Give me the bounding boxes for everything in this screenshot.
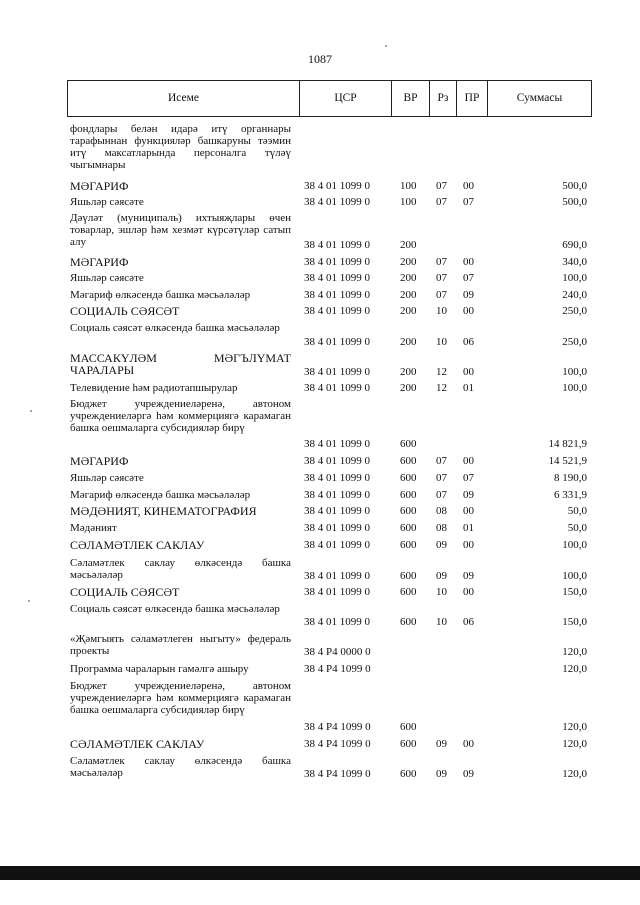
row-name: СӘЛАМӘТЛЕК САКЛАУ	[70, 538, 205, 552]
row-pr: 01	[463, 382, 474, 394]
row-name: Дәүләт (муниципаль) ихтыяҗлары өчен товарлар, эшләр һәм хезмәт күрсәтүләр сатып алу	[70, 212, 291, 248]
row-sum: 500,0	[562, 180, 587, 192]
page-number: 1087	[308, 52, 332, 66]
row-name: Социаль сәясәт өлкәсендә башка мәсьәләләр	[70, 322, 280, 334]
row-pr: 00	[463, 180, 474, 192]
row-name: Мәдәният	[70, 522, 117, 534]
row-name: СӘЛАМӘТЛЕК САКЛАУ	[70, 737, 205, 751]
scan-speck	[385, 45, 387, 47]
row-rz: 10	[436, 336, 447, 348]
row-sum: 100,0	[562, 272, 587, 284]
row-rz: 12	[436, 366, 447, 378]
row-rz: 07	[436, 455, 447, 467]
row-vr: 600	[400, 455, 417, 467]
scan-edge-bar	[0, 866, 640, 880]
row-name: МӘГАРИФ	[70, 255, 129, 269]
row-rz: 07	[436, 489, 447, 501]
row-name: Телевидение һәм радиотапшырулар	[70, 382, 238, 394]
row-csr: 38 4 01 1099 0	[304, 366, 370, 378]
header-csr: ЦСР	[300, 81, 392, 116]
row-pr: 00	[463, 305, 474, 317]
row-rz: 07	[436, 180, 447, 192]
row-pr: 06	[463, 336, 474, 348]
header-sum: Суммасы	[516, 92, 563, 104]
row-sum: 6 331,9	[554, 489, 587, 501]
row-csr: 38 4 P4 1099 0	[304, 721, 371, 733]
row-sum: 120,0	[562, 721, 587, 733]
table-header	[67, 80, 592, 117]
row-csr: 38 4 P4 1099 0	[304, 738, 371, 750]
row-vr: 100	[400, 196, 417, 208]
row-csr: 38 4 01 1099 0	[304, 180, 370, 192]
row-sum: 100,0	[562, 366, 587, 378]
row-csr: 38 4 01 1099 0	[304, 616, 370, 628]
row-pr: 06	[463, 616, 474, 628]
row-csr: 38 4 P4 1099 0	[304, 663, 371, 675]
row-sum: 14 521,9	[548, 455, 587, 467]
row-csr: 38 4 01 1099 0	[304, 505, 370, 517]
row-pr: 09	[463, 570, 474, 582]
row-rz: 08	[436, 505, 447, 517]
row-name: Социаль сәясәт өлкәсендә башка мәсьәләләр	[70, 603, 280, 615]
row-rz: 07	[436, 256, 447, 268]
row-vr: 600	[400, 438, 417, 450]
row-csr: 38 4 01 1099 0	[304, 272, 370, 284]
row-name: Яшьләр сәясәте	[70, 272, 144, 284]
row-pr: 07	[463, 272, 474, 284]
row-sum: 250,0	[562, 336, 587, 348]
row-vr: 600	[400, 768, 417, 780]
header-pr: ПР	[457, 81, 488, 116]
row-sum: 50,0	[567, 522, 587, 534]
row-sum: 120,0	[562, 663, 587, 675]
row-vr: 200	[400, 289, 417, 301]
row-sum: 150,0	[562, 616, 587, 628]
row-csr: 38 4 01 1099 0	[304, 472, 370, 484]
row-rz: 09	[436, 768, 447, 780]
row-sum: 100,0	[562, 570, 587, 582]
row-pr: 07	[463, 472, 474, 484]
row-pr: 09	[463, 489, 474, 501]
row-sum: 150,0	[562, 586, 587, 598]
row-csr: 38 4 01 1099 0	[304, 305, 370, 317]
row-vr: 200	[400, 305, 417, 317]
row-rz: 07	[436, 196, 447, 208]
row-name: МӘГАРИФ	[70, 179, 129, 193]
row-pr: 09	[463, 289, 474, 301]
row-name: Сәламәтлек саклау өлкәсендә башка мәсьәләләр	[70, 557, 291, 581]
row-csr: 38 4 P4 1099 0	[304, 768, 371, 780]
row-csr: 38 4 01 1099 0	[304, 336, 370, 348]
row-vr: 200	[400, 366, 417, 378]
row-vr: 200	[400, 256, 417, 268]
row-name: Яшьләр сәясәте	[70, 472, 144, 484]
row-vr: 600	[400, 522, 417, 534]
row-pr: 09	[463, 768, 474, 780]
row-sum: 50,0	[567, 505, 587, 517]
row-rz: 09	[436, 738, 447, 750]
row-vr: 600	[400, 570, 417, 582]
row-name: МӘГАРИФ	[70, 454, 129, 468]
row-vr: 200	[400, 382, 417, 394]
row-rz: 09	[436, 570, 447, 582]
row-pr: 00	[463, 738, 474, 750]
row-sum: 690,0	[562, 239, 587, 251]
header-name: Исеме	[68, 81, 300, 116]
row-csr: 38 4 01 1099 0	[304, 438, 370, 450]
row-pr: 00	[463, 366, 474, 378]
row-rz: 10	[436, 305, 447, 317]
row-sum: 8 190,0	[554, 472, 587, 484]
row-sum: 240,0	[562, 289, 587, 301]
row-name: Яшьләр сәясәте	[70, 196, 144, 208]
row-pr: 00	[463, 505, 474, 517]
row-name: Сәламәтлек саклау өлкәсендә башка мәсьәләләр	[70, 755, 291, 779]
row-pr: 01	[463, 522, 474, 534]
row-name: Мәгариф өлкәсендә башка мәсьәләләр	[70, 289, 251, 301]
row-csr: 38 4 01 1099 0	[304, 239, 370, 251]
row-name: фондлары белән идарә итү органнары тарафыннан функцияләр башкаруны тәэмин итү максатларында персоналга түләү чыгымнары	[70, 123, 291, 171]
row-sum: 100,0	[562, 539, 587, 551]
header-rz: Рз	[430, 81, 457, 116]
row-pr: 00	[463, 586, 474, 598]
scan-speck	[30, 410, 32, 412]
row-csr: 38 4 01 1099 0	[304, 289, 370, 301]
row-vr: 600	[400, 489, 417, 501]
row-name: «Җәмгыять сәламәтлеген ныгыту» федераль проекты	[70, 633, 291, 657]
row-rz: 12	[436, 382, 447, 394]
row-csr: 38 4 P4 0000 0	[304, 646, 371, 658]
row-csr: 38 4 01 1099 0	[304, 570, 370, 582]
row-csr: 38 4 01 1099 0	[304, 539, 370, 551]
row-name: Бюджет учреждениеләренә, автоном учреждениеләргә һәм коммерциягә карамаган башка оешмаларга субсидияләр бирү	[70, 680, 291, 716]
row-vr: 600	[400, 738, 417, 750]
row-csr: 38 4 01 1099 0	[304, 489, 370, 501]
row-sum: 120,0	[562, 768, 587, 780]
row-sum: 250,0	[562, 305, 587, 317]
row-rz: 10	[436, 586, 447, 598]
scan-speck	[28, 600, 30, 602]
row-sum: 500,0	[562, 196, 587, 208]
row-pr: 00	[463, 256, 474, 268]
row-sum: 120,0	[562, 646, 587, 658]
header-vr: ВР	[392, 81, 430, 116]
row-name: Программа чараларын гамәлгә ашыру	[70, 663, 249, 675]
row-pr: 00	[463, 455, 474, 467]
row-sum: 120,0	[562, 738, 587, 750]
row-name: СОЦИАЛЬ СӘЯСӘТ	[70, 585, 180, 599]
row-vr: 600	[400, 505, 417, 517]
row-rz: 07	[436, 472, 447, 484]
row-vr: 600	[400, 721, 417, 733]
row-csr: 38 4 01 1099 0	[304, 382, 370, 394]
row-vr: 200	[400, 239, 417, 251]
row-vr: 600	[400, 539, 417, 551]
row-name: СОЦИАЛЬ СӘЯСӘТ	[70, 304, 180, 318]
row-rz: 09	[436, 539, 447, 551]
row-vr: 100	[400, 180, 417, 192]
row-csr: 38 4 01 1099 0	[304, 586, 370, 598]
row-csr: 38 4 01 1099 0	[304, 196, 370, 208]
row-csr: 38 4 01 1099 0	[304, 522, 370, 534]
row-rz: 07	[436, 289, 447, 301]
row-name: МАССАКҮЛӘМ МӘГЪЛҮМАТ ЧАРАЛАРЫ	[70, 351, 291, 377]
row-pr: 07	[463, 196, 474, 208]
row-sum: 14 821,9	[548, 438, 587, 450]
row-vr: 200	[400, 336, 417, 348]
row-name: МӘДӘНИЯТ, КИНЕМАТОГРАФИЯ	[70, 504, 257, 518]
row-rz: 07	[436, 272, 447, 284]
row-name: Бюджет учреждениеләренә, автоном учреждениеләргә һәм коммерциягә карамаган башка оешмаларга субсидияләр бирү	[70, 398, 291, 434]
row-sum: 100,0	[562, 382, 587, 394]
row-rz: 10	[436, 616, 447, 628]
row-sum: 340,0	[562, 256, 587, 268]
row-csr: 38 4 01 1099 0	[304, 256, 370, 268]
row-vr: 600	[400, 586, 417, 598]
row-vr: 600	[400, 472, 417, 484]
row-rz: 08	[436, 522, 447, 534]
row-vr: 600	[400, 616, 417, 628]
row-pr: 00	[463, 539, 474, 551]
row-csr: 38 4 01 1099 0	[304, 455, 370, 467]
row-name: Мәгариф өлкәсендә башка мәсьәләләр	[70, 489, 251, 501]
row-vr: 200	[400, 272, 417, 284]
